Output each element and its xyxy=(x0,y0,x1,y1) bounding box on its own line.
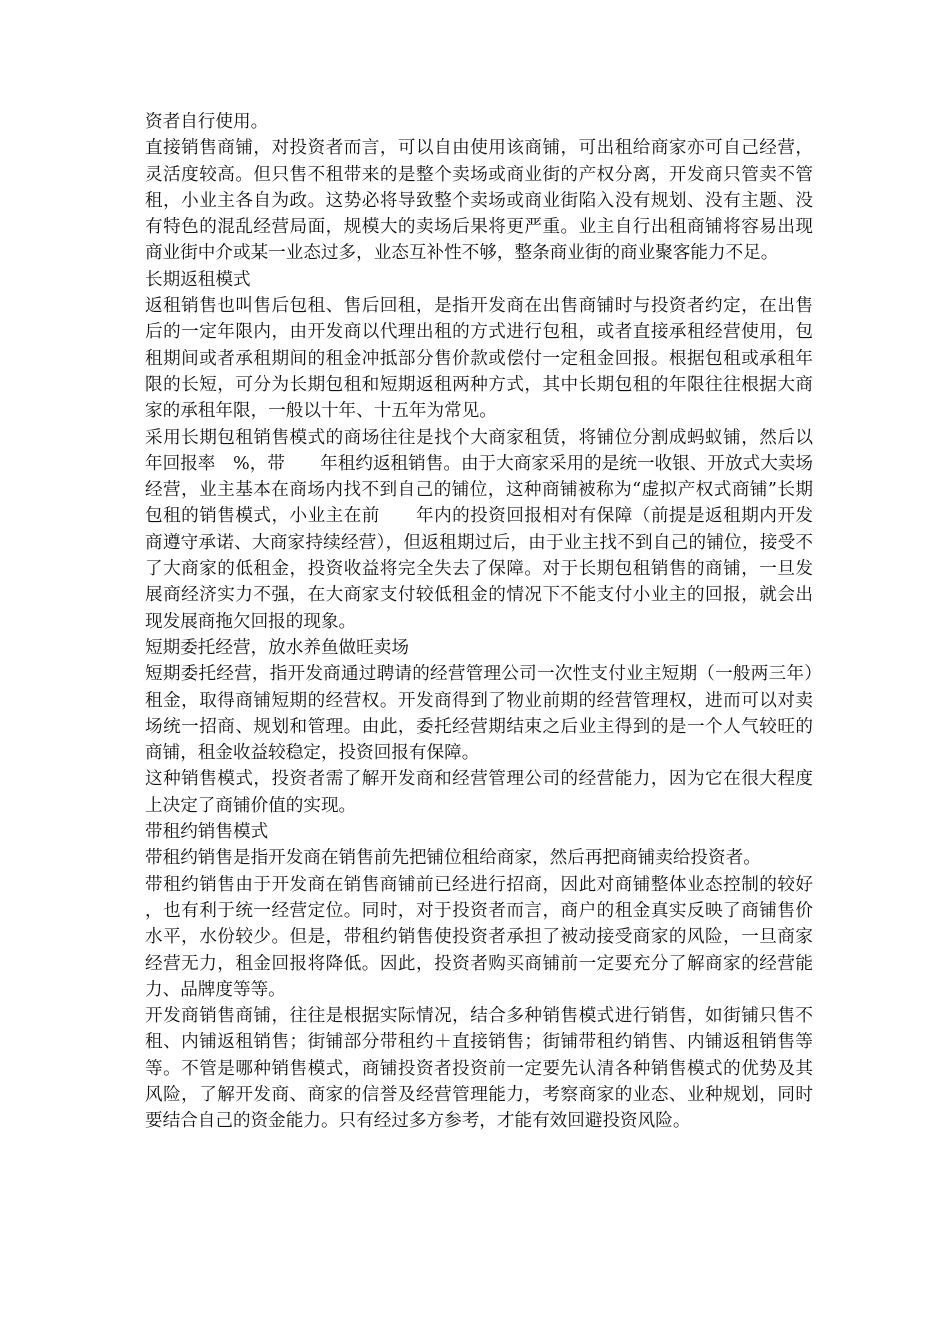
heading-with-lease-sale: 带租约销售模式 xyxy=(145,822,269,843)
paragraph-conclusion: 开发商销售商铺，往往是根据实际情况，结合多种销售模式进行销售，如街铺只售不租、内铺返租销售；街铺部分带租约＋直接销售；街铺带租约销售、内铺返租销售等等。不管是哪种销售模式，商铺投资者投资前一定要先认清各种销售模式的优势及其风险，了解开发商、商家的信誉及经营管理能力，考察商家的业态、业种规划，同时要结合自己的资金能力。只有经过多方参考，才能有效回避投资风险。 xyxy=(145,1006,813,1132)
document-body xyxy=(145,109,813,1135)
heading-long-term-leaseback: 长期返租模式 xyxy=(145,269,251,290)
paragraph-direct-sale: 直接销售商铺，对投资者而言，可以自由使用该商铺，可出租给商家亦可自己经营，灵活度较高。但只售不租带来的是整个卖场或商业街的产权分离，开发商只管卖不管租，小业主各自为政。这势必将导致整个卖场或商业街陷入没有规划、没有主题、没有特色的混乱经营局面，规模大的卖场后果将更严重。业主自行出租商铺将容易出现商业街中介或某一业态过多，业态互补性不够，整条商业街的商业聚客能力不足。 xyxy=(145,138,813,264)
paragraph-long-term-lease-risk: 采用长期包租销售模式的商场往往是找个大商家租赁，将铺位分割成蚂蚁铺，然后以年回报率 %，带 年租约返租销售。由于大商家采用的是统一收银、开放式大卖场经营，业主基本在商场内找不到自己的铺位，这种商铺被称为“虚拟产权式商铺”长期包租的销售模式，小业主在前 年内的投资回报相对有保障（前提是返租期内开发商遵守承诺、大商家持续经营），但返租期过后，由于业主找不到自己的铺位，接受不了大商家的低租金，投资收益将完全失去了保障。对于长期包租销售的商铺，一旦发展商经济实力不强，在大商家支付较低租金的情况下不能支付小业主的回报，就会出现发展商拖欠回报的现象。 xyxy=(145,427,813,632)
heading-short-term-entrust: 短期委托经营，放水养鱼做旺卖场 xyxy=(145,637,409,658)
paragraph-with-lease-definition: 带租约销售是指开发商在销售前先把铺位租给商家，然后再把商铺卖给投资者。 xyxy=(145,848,761,869)
paragraph-leaseback-definition: 返租销售也叫售后包租、售后回租，是指开发商在出售商铺时与投资者约定，在出售后的一定年限内，由开发商以代理出租的方式进行包租，或者直接承租经营使用，包租期间或者承租期间的租金冲抵部分售价款或偿付一定租金回报。根据包租或承租年限的长短，可分为长期包租和短期返租两种方式，其中长期包租的年限往往根据大商家的承租年限，一般以十年、十五年为常见。 xyxy=(145,296,813,422)
paragraph-with-lease-analysis: 带租约销售由于开发商在销售商铺前已经进行招商，因此对商铺整体业态控制的较好，也有利于统一经营定位。同时，对于投资者而言，商户的租金真实反映了商铺售价水平，水份较少。但是，带租约销售使投资者承担了被动接受商家的风险，一旦商家经营无力，租金回报将降低。因此，投资者购买商铺前一定要充分了解商家的经营能力、品牌度等等。 xyxy=(145,874,813,1000)
paragraph-short-term-entrust: 短期委托经营，指开发商通过聘请的经营管理公司一次性支付业主短期（一般两三年）租金，取得商铺短期的经营权。开发商得到了物业前期的经营管理权，进而可以对卖场统一招商、规划和管理。由此，委托经营期结束之后业主得到的是一个人气较旺的商铺，租金收益较稳定，投资回报有保障。 xyxy=(145,664,813,764)
paragraph-continuation: 资者自行使用。 xyxy=(145,112,269,132)
paragraph-entrust-advice: 这种销售模式，投资者需了解开发商和经营管理公司的经营能力，因为它在很大程度上决定了商铺价值的实现。 xyxy=(145,769,813,816)
